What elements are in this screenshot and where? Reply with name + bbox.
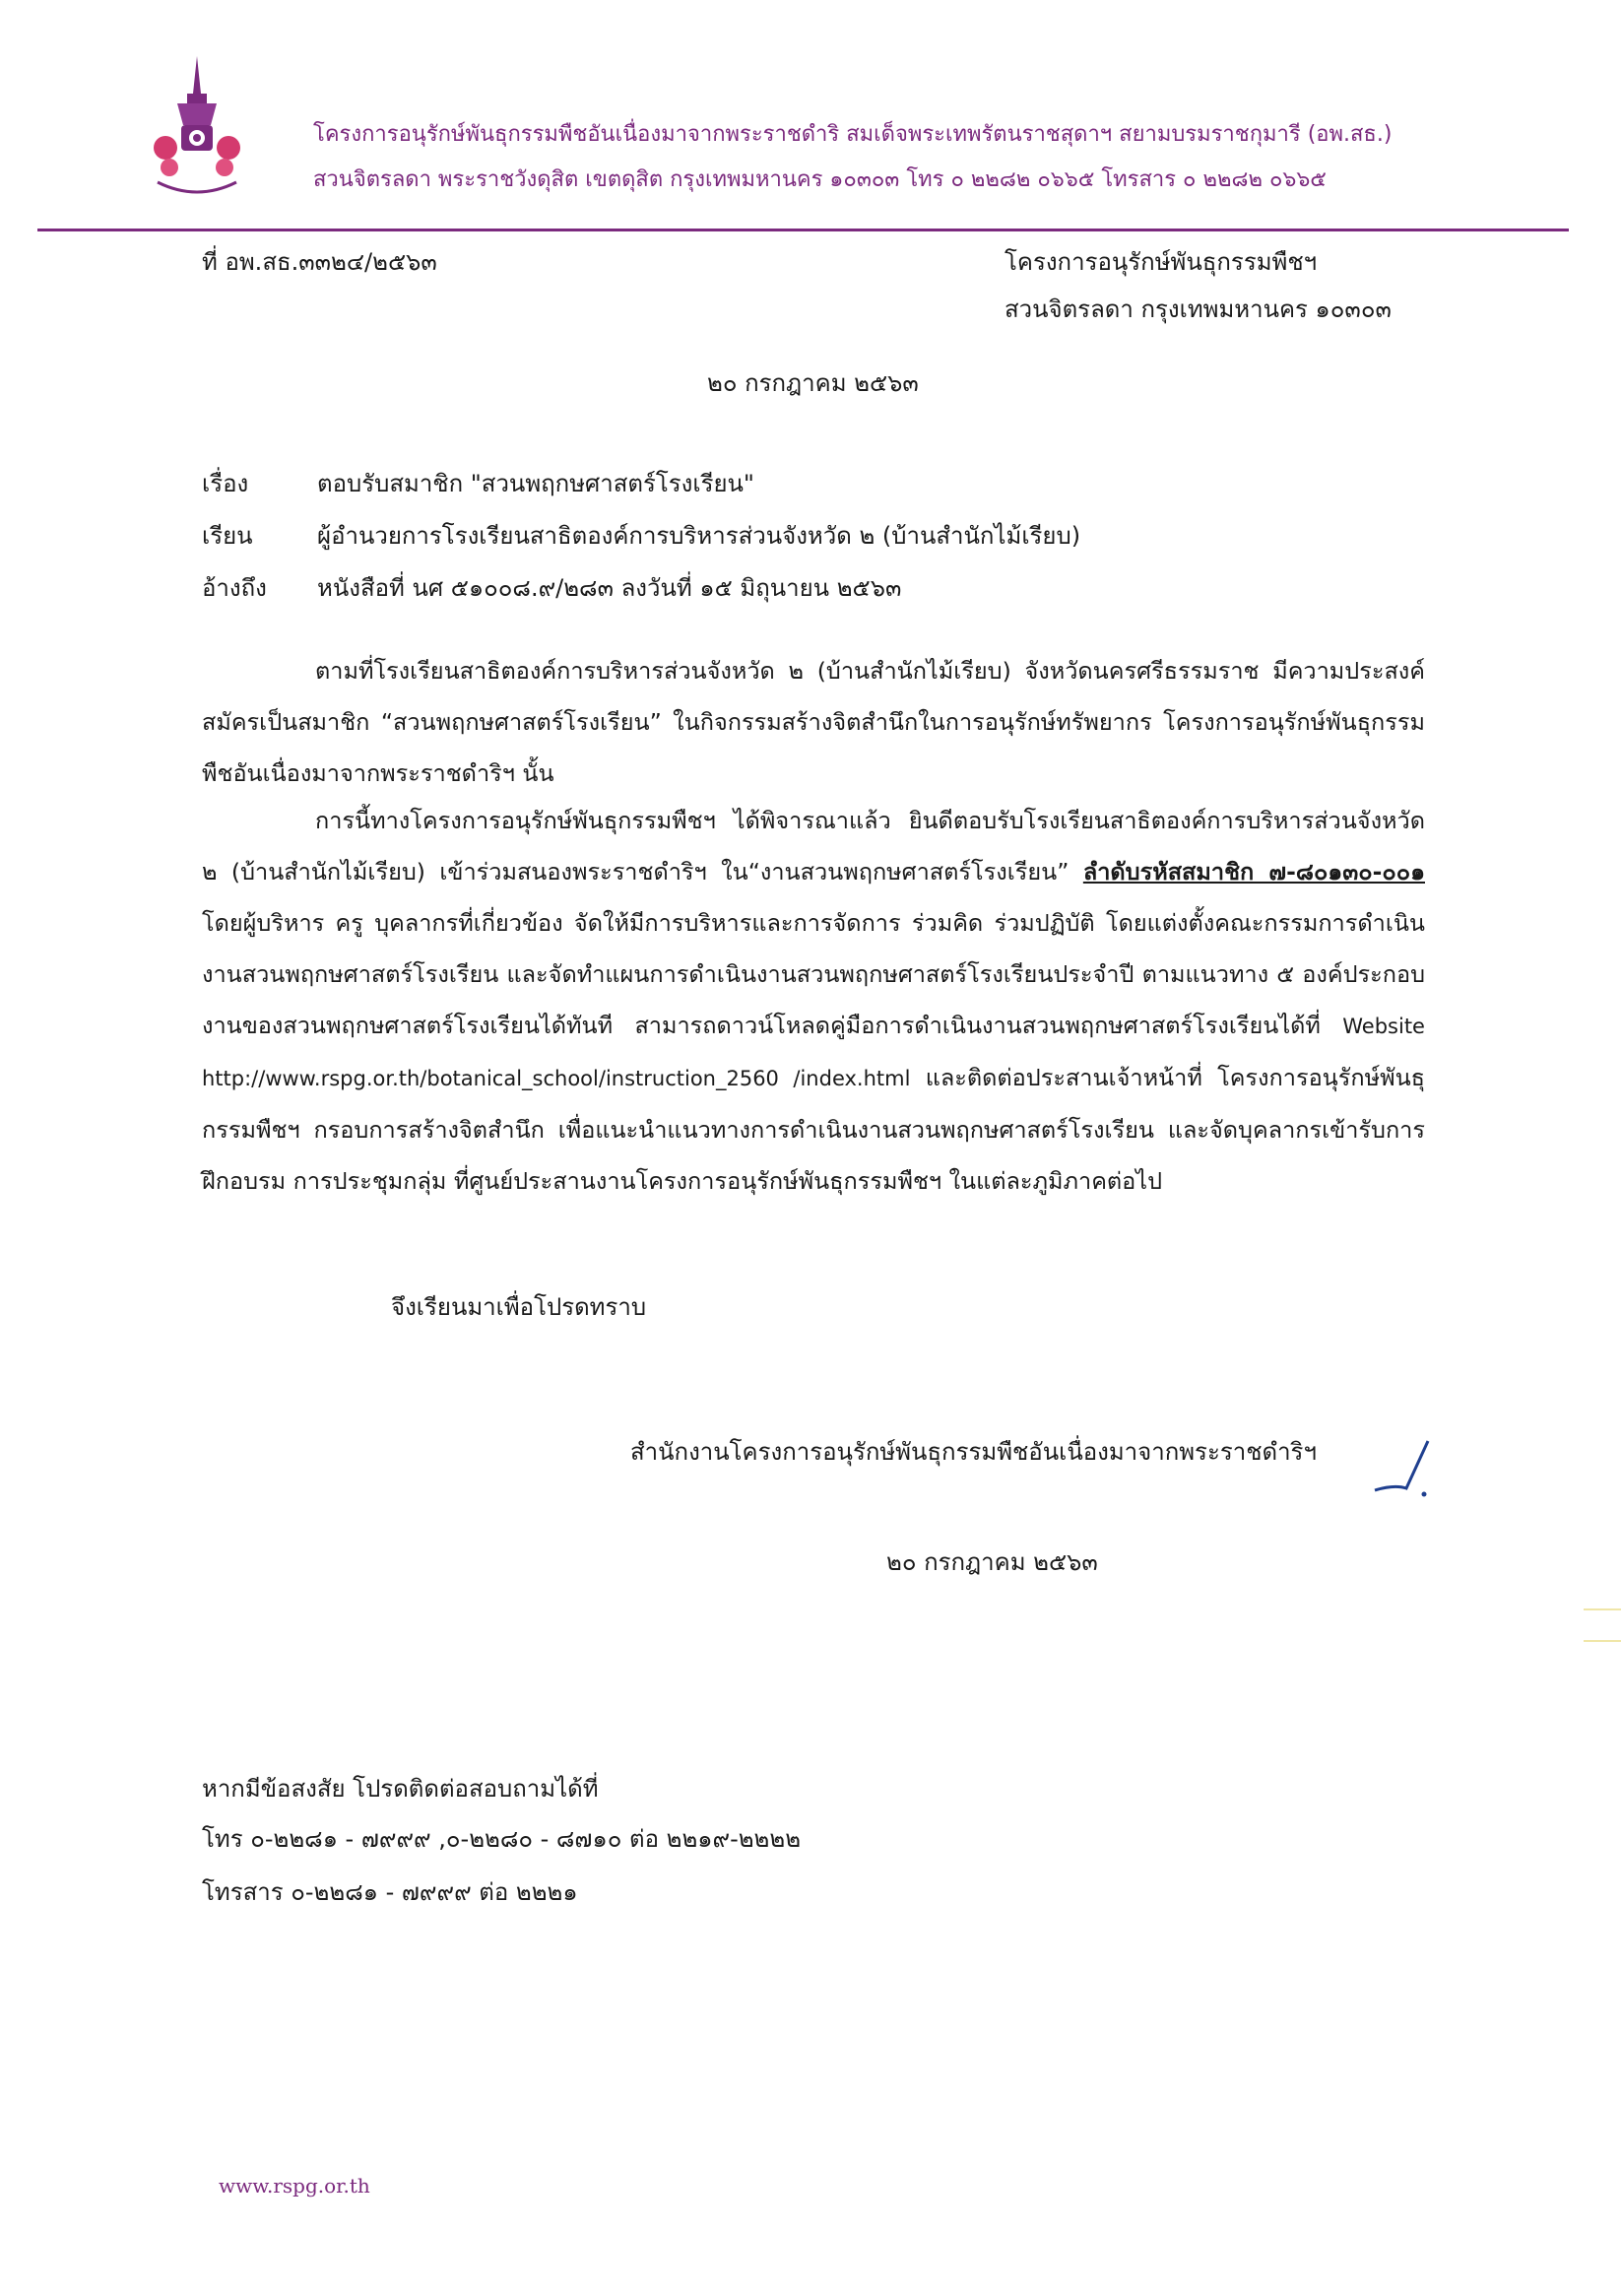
- sender-name: โครงการอนุรักษ์พันธุกรรมพืชฯ: [1005, 248, 1318, 276]
- reference-number: ที่ อพ.สธ.๓๓๒๔/๒๕๖๓: [202, 248, 437, 276]
- contact-fax: โทรสาร ๐-๒๒๘๑ - ๗๙๙๙ ต่อ ๒๒๒๑: [202, 1878, 578, 1906]
- manual-download-link[interactable]: Website http://www.rspg.or.th/botanical_school/instruction_2560 /index.html: [202, 1015, 1425, 1090]
- closing-phrase: จึงเรียนมาเพื่อโปรดทราบ: [391, 1293, 647, 1321]
- org-address-line: สวนจิตรลดา พระราชวังดุสิต เขตดุสิต กรุงเทพมหานคร ๑๐๓๐๓ โทร ๐ ๒๒๘๒ ๐๖๖๕ โทรสาร ๐ ๒๒๘๒ ๐๖๖๕: [313, 167, 1327, 192]
- org-name-line: โครงการอนุรักษ์พันธุกรรมพืชอันเนื่องมาจากพระราชดำริ สมเด็จพระเทพรัตนราชสุดาฯ สยามบรมราชกุมารี (อพ.สธ.): [313, 122, 1393, 147]
- rspg-emblem-icon: [148, 54, 246, 202]
- signature-mark-icon: [1367, 1433, 1436, 1502]
- paragraph-2-text-a: การนี้ทางโครงการอนุรักษ์พันธุกรรมพืชฯ ได้พิจารณาแล้ว ยินดีตอบรับโรงเรียนสาธิตองค์การบริหารส่วนจังหวัด ๒ (บ้านสำนักไม้เรียบ) เข้าร่วมสนองพระราชดำริฯ ใน“งานสวนพฤกษศาสตร์โรงเรียน”: [202, 807, 1425, 886]
- letterhead-divider: [37, 229, 1569, 231]
- recipient-text: ผู้อำนวยการโรงเรียนสาธิตองค์การบริหารส่วนจังหวัด ๒ (บ้านสำนักไม้เรียบ): [317, 522, 1081, 550]
- reference-text: หนังสือที่ นศ ๕๑๐๐๘.๙/๒๘๓ ลงวันที่ ๑๕ มิถุนายน ๒๕๖๓: [317, 574, 902, 602]
- paragraph-2-text-c: และติดต่อประสานเจ้าหน้าที่ โครงการอนุรักษ์พันธุกรรมพืชฯ กรอบการสร้างจิตสำนึก เพื่อแนะนำแนวทางการดำเนินงานสวนพฤกษศาสตร์โรงเรียน และจัดบุคลากรเข้ารับการฝึกอบรม การประชุมกลุ่ม ที่ศูนย์ประสานงานโครงการอนุรักษ์พันธุกรรมพืชฯ ในแต่ละภูมิภาคต่อไป: [202, 1064, 1425, 1195]
- recipient-label: เรียน: [202, 522, 253, 550]
- member-code: ลำดับรหัสสมาชิก ๗-๘๐๑๓๐-๐๐๑: [1082, 858, 1425, 886]
- scan-edge-mark: [1584, 1640, 1621, 1642]
- contact-heading: หากมีข้อสงสัย โปรดติดต่อสอบถามได้ที่: [202, 1775, 599, 1803]
- subject-label: เรื่อง: [202, 470, 249, 497]
- reference-label: อ้างถึง: [202, 574, 267, 602]
- paragraph-2-text-b: โดยผู้บริหาร ครู บุคลากรที่เกี่ยวข้อง จัดให้มีการบริหารและการจัดการ ร่วมคิด ร่วมปฏิบัติ โดยแต่งตั้งคณะกรรมการดำเนินงานสวนพฤกษศาสตร์โรงเรียน และจัดทำแผนการดำเนินงานสวนพฤกษศาสตร์โรงเรียนประจำปี ตามแนวทาง ๕ องค์ประกอบงานของสวนพฤกษศาสตร์โรงเรียนได้ทันที สามารถดาวน์โหลดคู่มือการดำเนินงานสวนพฤกษศาสตร์โรงเรียนได้ที่: [202, 909, 1425, 1039]
- body-paragraph-1: [202, 645, 1425, 799]
- contact-phone: โทร ๐-๒๒๘๑ - ๗๙๙๙ ,๐-๒๒๘๐ - ๘๗๑๐ ต่อ ๒๒๑๙-๒๒๒๒: [202, 1825, 802, 1853]
- scan-edge-mark: [1584, 1608, 1621, 1610]
- sender-address: สวนจิตรลดา กรุงเทพมหานคร ๑๐๓๐๓: [1005, 295, 1392, 323]
- footer-website[interactable]: www.rspg.or.th: [219, 2174, 370, 2198]
- signoff-office: สำนักงานโครงการอนุรักษ์พันธุกรรมพืชอันเนื่องมาจากพระราชดำริฯ: [630, 1438, 1317, 1466]
- letter-date: ๒๐ กรกฎาคม ๒๕๖๓: [707, 369, 919, 397]
- body-paragraph-2: [202, 795, 1425, 1207]
- paragraph-1-text: ตามที่โรงเรียนสาธิตองค์การบริหารส่วนจังหวัด ๒ (บ้านสำนักไม้เรียบ) จังหวัดนครศรีธรรมราช มีความประสงค์สมัครเป็นสมาชิก “สวนพฤกษศาสตร์โรงเรียน” ในกิจกรรมสร้างจิตสำนึกในการอนุรักษ์ทรัพยากร โครงการอนุรักษ์พันธุกรรมพืชอันเนื่องมาจากพระราชดำริฯ นั้น: [202, 657, 1425, 787]
- signoff-date: ๒๐ กรกฎาคม ๒๕๖๓: [886, 1548, 1098, 1576]
- subject-text: ตอบรับสมาชิก "สวนพฤกษศาสตร์โรงเรียน": [317, 470, 754, 497]
